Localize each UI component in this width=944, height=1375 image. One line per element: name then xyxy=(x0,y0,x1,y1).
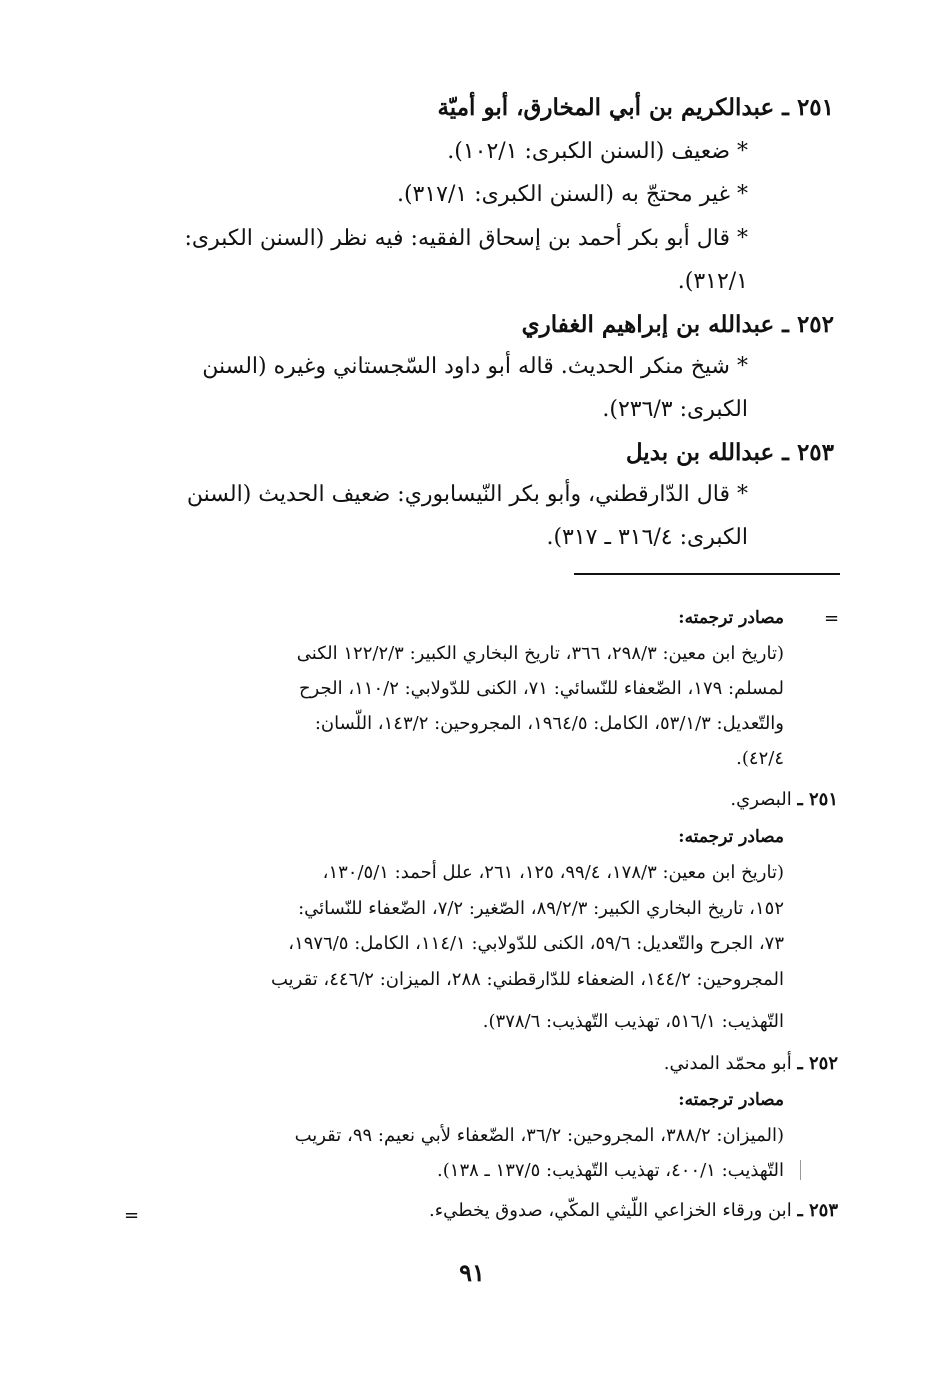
footnote-253 xyxy=(429,1200,838,1221)
entry-heading-253: ٢٥٣ ـ عبدالله بن بديل xyxy=(625,439,834,466)
footnote-251-text: البصري. xyxy=(730,789,792,810)
entry-251-line-4: ٣١٢/١). xyxy=(677,269,748,294)
footnote-intro-label: مصادر ترجمته: xyxy=(678,608,784,628)
entry-251-line-3: * قال أبو بكر أحمد بن إسحاق الفقيه: فيه نظر (السنن الكبرى: xyxy=(184,226,748,251)
footnote-intro-line-2: لمسلم: ١٧٩، الضّعفاء للنّسائي: ٧١، الكنى للدّولابي: ١١٠/٢، الجرح xyxy=(298,678,784,699)
continuation-marker-bottom: = xyxy=(124,1205,140,1226)
footnote-252-text: أبو محمّد المدني. xyxy=(663,1053,792,1074)
footnote-252-line-1: (الميزان: ٣٨٨/٢، المجروحين: ٣٦/٢، الضّعفاء لأبي نعيم: ٩٩، تقريب xyxy=(294,1125,784,1146)
footnote-intro-line-1: (تاريخ ابن معين: ٢٩٨/٣، ٣٦٦، تاريخ البخاري الكبير: ١٢٢/٢/٣ الكنى xyxy=(296,643,784,664)
entry-252-line-2: الكبرى: ٢٣٦/٣). xyxy=(602,397,748,422)
footnote-number-251: ٢٥١ ـ xyxy=(797,789,838,810)
footnote-intro-line-4: ٤٢/٤). xyxy=(736,748,784,769)
page-number: ٩١ xyxy=(459,1258,485,1287)
entry-heading-252: ٢٥٢ ـ عبدالله بن إبراهيم الغفاري xyxy=(521,311,834,338)
footnote-252 xyxy=(664,1053,838,1074)
footnote-253-text: ابن ورقاء الخزاعي اللّيثي المكّي، صدوق يخطيء. xyxy=(429,1200,792,1221)
footnote-intro-line-3: والتّعديل: ٥٣/١/٣، الكامل: ١٩٦٤/٥، المجروحين: ١٤٣/٢، اللّسان: xyxy=(314,713,784,734)
footnote-251-line-1: (تاريخ ابن معين: ١٧٨/٣، ٩٩/٤، ١٢٥، ٢٦١، علل أحمد: ١٣٠/٥/١، xyxy=(322,862,784,883)
entry-253-line-2: الكبرى: ٣١٦/٤ ـ ٣١٧). xyxy=(546,525,748,550)
footnote-251-line-4: المجروحين: ١٤٤/٢، الضعفاء للدّارقطني: ٢٨٨، الميزان: ٤٤٦/٢، تقريب xyxy=(270,969,784,990)
footnote-251-line-5: التّهذيب: ٥١٦/١، تهذيب التّهذيب: ٣٧٨/٦). xyxy=(482,1011,784,1032)
footnote-251-line-2: ١٥٢، تاريخ البخاري الكبير: ٨٩/٢/٣، الصّغير: ٧/٢، الضّعفاء للنّسائي: xyxy=(298,898,784,919)
continuation-marker-top: = xyxy=(824,608,840,629)
footnote-number-252: ٢٥٢ ـ xyxy=(797,1053,838,1074)
footnote-252-label: مصادر ترجمته: xyxy=(678,1090,784,1110)
margin-mark xyxy=(800,1160,801,1180)
entry-251-line-2: * غير محتجّ به (السنن الكبرى: ٣١٧/١). xyxy=(396,182,748,207)
footnote-251 xyxy=(730,789,838,810)
footnote-number-253: ٢٥٣ ـ xyxy=(797,1200,838,1221)
footnote-252-line-2: التّهذيب: ٤٠٠/١، تهذيب التّهذيب: ١٣٧/٥ ـ ١٣٨). xyxy=(437,1160,784,1181)
entry-heading-251: ٢٥١ ـ عبدالكريم بن أبي المخارق، أبو أميّة xyxy=(437,94,834,121)
entry-252-line-1: * شيخ منكر الحديث. قاله أبو داود السّجستاني وغيره (السنن xyxy=(202,354,748,379)
footnote-separator xyxy=(574,573,840,575)
entry-251-line-1: * ضعيف (السنن الكبرى: ١٠٢/١). xyxy=(447,139,748,164)
footnote-251-label: مصادر ترجمته: xyxy=(678,827,784,847)
footnote-251-line-3: ٧٣، الجرح والتّعديل: ٥٩/٦، الكنى للدّولابي: ١١٤/١، الكامل: ١٩٧٦/٥، xyxy=(288,933,784,954)
entry-253-line-1: * قال الدّارقطني، وأبو بكر النّيسابوري: ضعيف الحديث (السنن xyxy=(186,482,748,507)
